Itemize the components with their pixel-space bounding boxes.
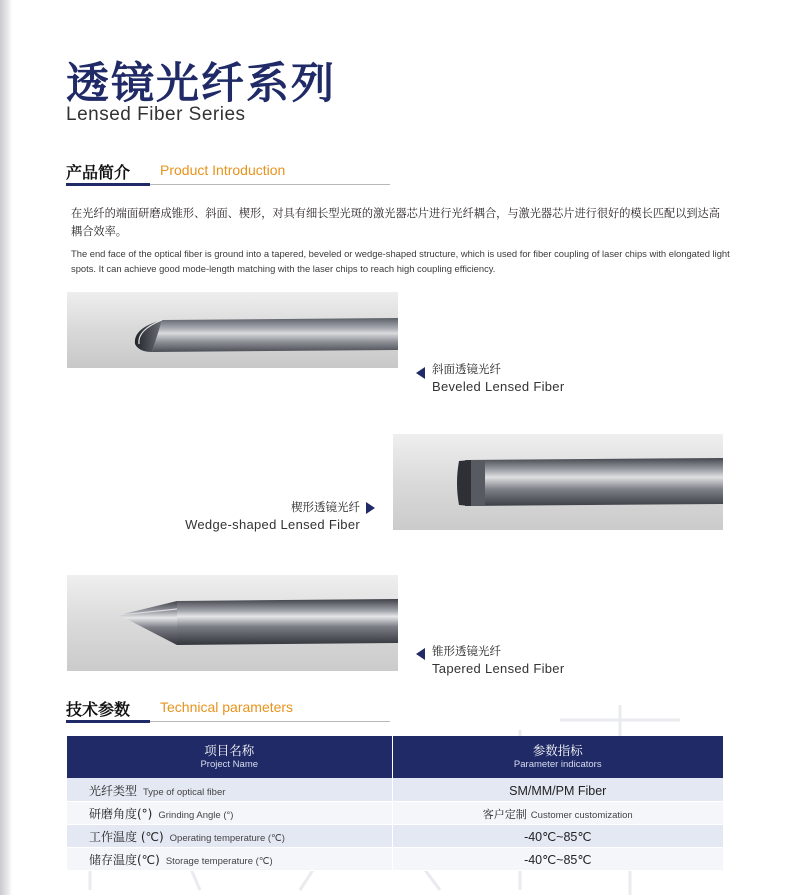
wedge-fiber-name-cn: 楔形透镜光纤	[291, 500, 360, 514]
tech-params-heading	[66, 697, 390, 723]
wedge-fiber-name-en: Wedge-shaped Lensed Fiber	[185, 517, 360, 532]
param-name-cell	[67, 801, 392, 824]
param-value-en: Customer customization	[530, 810, 633, 821]
column-header-parameter-indicators	[392, 736, 723, 778]
product-intro-heading-en: Product Introduction	[160, 162, 286, 178]
tech-params-heading-cn: 技术参数	[66, 700, 131, 719]
heading-underline	[150, 721, 390, 722]
table-row	[67, 778, 723, 801]
column-header-en: Project Name	[200, 759, 259, 770]
series-title-en: Lensed Fiber Series	[66, 104, 246, 125]
beveled-fiber-image	[67, 292, 398, 368]
column-header-cn: 项目名称	[204, 743, 255, 758]
param-name-en: Storage temperature (℃)	[165, 856, 273, 867]
heading-underline-accent	[66, 720, 150, 723]
product-intro-heading-cn: 产品简介	[66, 163, 131, 182]
param-name-cell	[67, 778, 392, 801]
column-header-cn: 参数指标	[532, 743, 583, 758]
tapered-fiber-image	[67, 575, 398, 671]
beveled-caption-arrow-icon	[416, 367, 425, 379]
tech-params-heading-en: Technical parameters	[160, 699, 294, 715]
column-header-project-name	[67, 736, 392, 778]
param-name-cn: 工作温度 (℃)	[89, 830, 164, 844]
param-name-cn: 储存温度(℃)	[89, 853, 160, 867]
wedge-fiber-image	[393, 434, 723, 530]
heading-underline	[150, 184, 390, 185]
param-value-cell	[392, 778, 723, 801]
beveled-fiber-name-cn: 斜面透镜光纤	[432, 362, 501, 376]
beveled-fiber-name-en: Beveled Lensed Fiber	[432, 379, 565, 394]
param-value-cell	[392, 801, 723, 824]
param-name-en: Grinding Angle (°)	[158, 810, 234, 821]
beveled-fiber-caption	[432, 361, 564, 395]
tapered-fiber-name-en: Tapered Lensed Fiber	[432, 661, 565, 676]
table-row	[67, 824, 723, 847]
product-intro-heading	[66, 160, 390, 186]
table-row	[67, 801, 723, 824]
param-name-en: Operating temperature (℃)	[169, 833, 285, 844]
tapered-fiber-caption	[432, 643, 564, 677]
param-value-cn: 客户定制	[482, 808, 527, 821]
table-row	[67, 847, 723, 870]
table-header-row	[67, 736, 723, 778]
intro-text-cn: 在光纤的端面研磨成锥形、斜面、楔形，对具有细长型光斑的激光器芯片进行光纤耦合，与激光器芯片进行很好的模长匹配以到达高耦合效率。	[71, 207, 720, 238]
param-name-cn: 光纤类型	[89, 783, 138, 798]
wedge-fiber-caption	[180, 499, 360, 533]
series-title-cn: 透镜光纤系列	[66, 59, 336, 109]
param-name-en: Type of optical fiber	[143, 786, 226, 798]
column-header-en: Parameter indicators	[513, 759, 602, 770]
param-value: -40℃~85℃	[524, 853, 592, 867]
param-value: SM/MM/PM Fiber	[509, 783, 607, 798]
param-name-cell	[67, 847, 392, 870]
tech-params-table	[67, 736, 723, 871]
intro-text-en: The end face of the optical fiber is ground into a tapered, beveled or wedge-shaped structure, which is used for fiber coupling of laser chips with elongated light spots. It can achieve good mode-length matching with the laser chips to reach high coupling efficiency.	[71, 248, 730, 274]
param-value-cell	[392, 847, 723, 870]
param-value: -40℃~85℃	[524, 830, 592, 844]
tapered-caption-arrow-icon	[416, 648, 425, 660]
page-edge-shadow	[0, 0, 12, 895]
heading-underline-accent	[66, 183, 150, 186]
wedge-caption-arrow-icon	[366, 502, 375, 514]
param-name-cn: 研磨角度(°)	[89, 807, 153, 821]
param-value-cell	[392, 824, 723, 847]
tapered-fiber-name-cn: 锥形透镜光纤	[432, 644, 501, 658]
param-name-cell	[67, 824, 392, 847]
